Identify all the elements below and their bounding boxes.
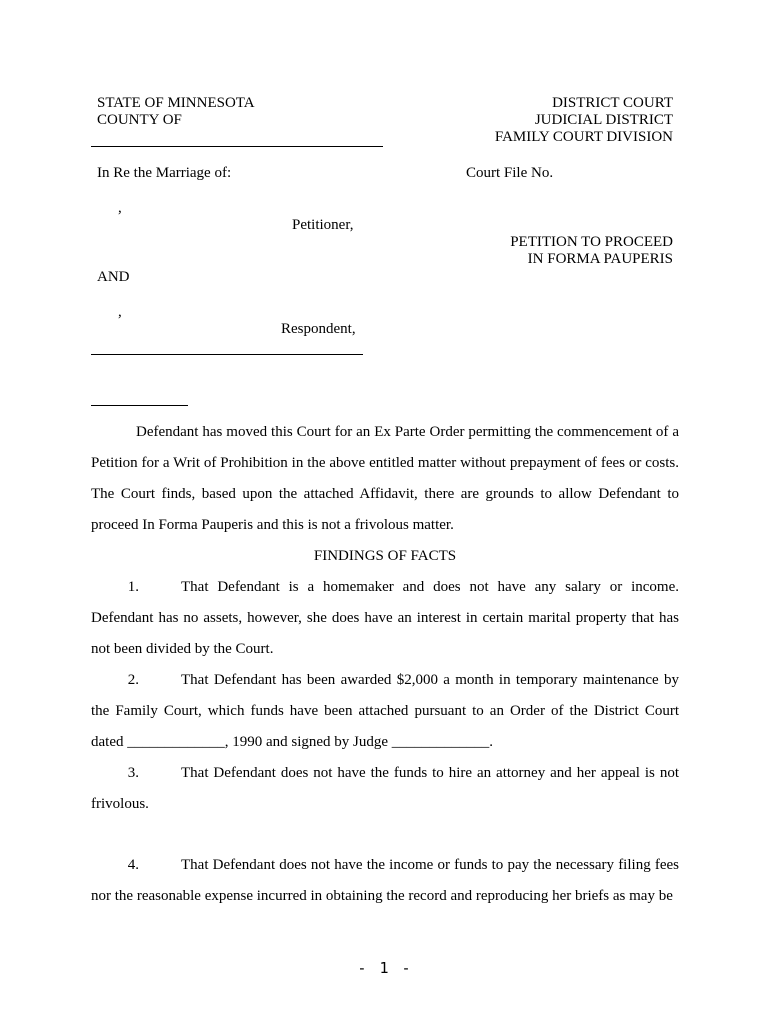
- finding-item-3: [91, 758, 679, 820]
- petitioner-label: Petitioner,: [292, 217, 354, 233]
- and-label: AND: [97, 269, 130, 285]
- caption-bottom-rule: [91, 354, 363, 355]
- county-label: COUNTY OF: [97, 112, 182, 128]
- finding-number: 1.: [127, 579, 139, 595]
- court-name: DISTRICT COURT: [552, 95, 673, 111]
- finding-text: That Defendant does not have the income or funds to pay the necessary filing fees nor the reasonable expense incurred in obtaining the record and reproducing her briefs as may be: [91, 857, 679, 904]
- document-title-line1: PETITION TO PROCEED: [510, 234, 673, 250]
- finding-number: 3.: [127, 765, 139, 781]
- respondent-label: Respondent,: [281, 321, 356, 337]
- finding-item-4: [91, 850, 679, 912]
- intro-paragraph: [91, 417, 679, 541]
- finding-text: That Defendant has been awarded $2,000 a month in temporary maintenance by the Family Court, which funds have been attached pursuant to an Order of the District Court dated _____________, 1990 and signed by Judge _____________.: [91, 672, 679, 750]
- court-file-number-label: Court File No.: [466, 165, 554, 181]
- in-re-label: In Re the Marriage of:: [97, 165, 232, 181]
- intro-text: Defendant has moved this Court for an Ex Parte Order permitting the commencement of a Petition for a Writ of Prohibition in the above entitled matter without prepayment of fees or costs. The Court finds, based upon the attached Affidavit, there are grounds to allow Defendant to proceed In Forma Pauperis and this is not a frivolous matter.: [91, 424, 679, 533]
- short-separator-rule: [91, 405, 188, 406]
- finding-number: 4.: [127, 857, 139, 873]
- finding-item-2: [91, 665, 679, 758]
- document-title-line2: IN FORMA PAUPERIS: [527, 251, 673, 267]
- page-number: - 1 -: [357, 959, 413, 977]
- findings-heading: FINDINGS OF FACTS: [313, 548, 457, 564]
- petitioner-name-comma: ,: [118, 200, 122, 216]
- county-underline: [91, 146, 383, 147]
- respondent-name-comma: ,: [118, 304, 122, 320]
- court-division: FAMILY COURT DIVISION: [494, 129, 673, 145]
- finding-text: That Defendant does not have the funds to hire an attorney and her appeal is not frivolous.: [91, 765, 679, 812]
- finding-item-1: [91, 572, 679, 665]
- judicial-district: JUDICIAL DISTRICT: [534, 112, 673, 128]
- state-name: STATE OF MINNESOTA: [97, 95, 255, 111]
- finding-text: That Defendant is a homemaker and does not have any salary or income. Defendant has no assets, however, she does have an interest in certain marital property that has not been divided by the Court.: [91, 579, 679, 657]
- finding-number: 2.: [127, 672, 139, 688]
